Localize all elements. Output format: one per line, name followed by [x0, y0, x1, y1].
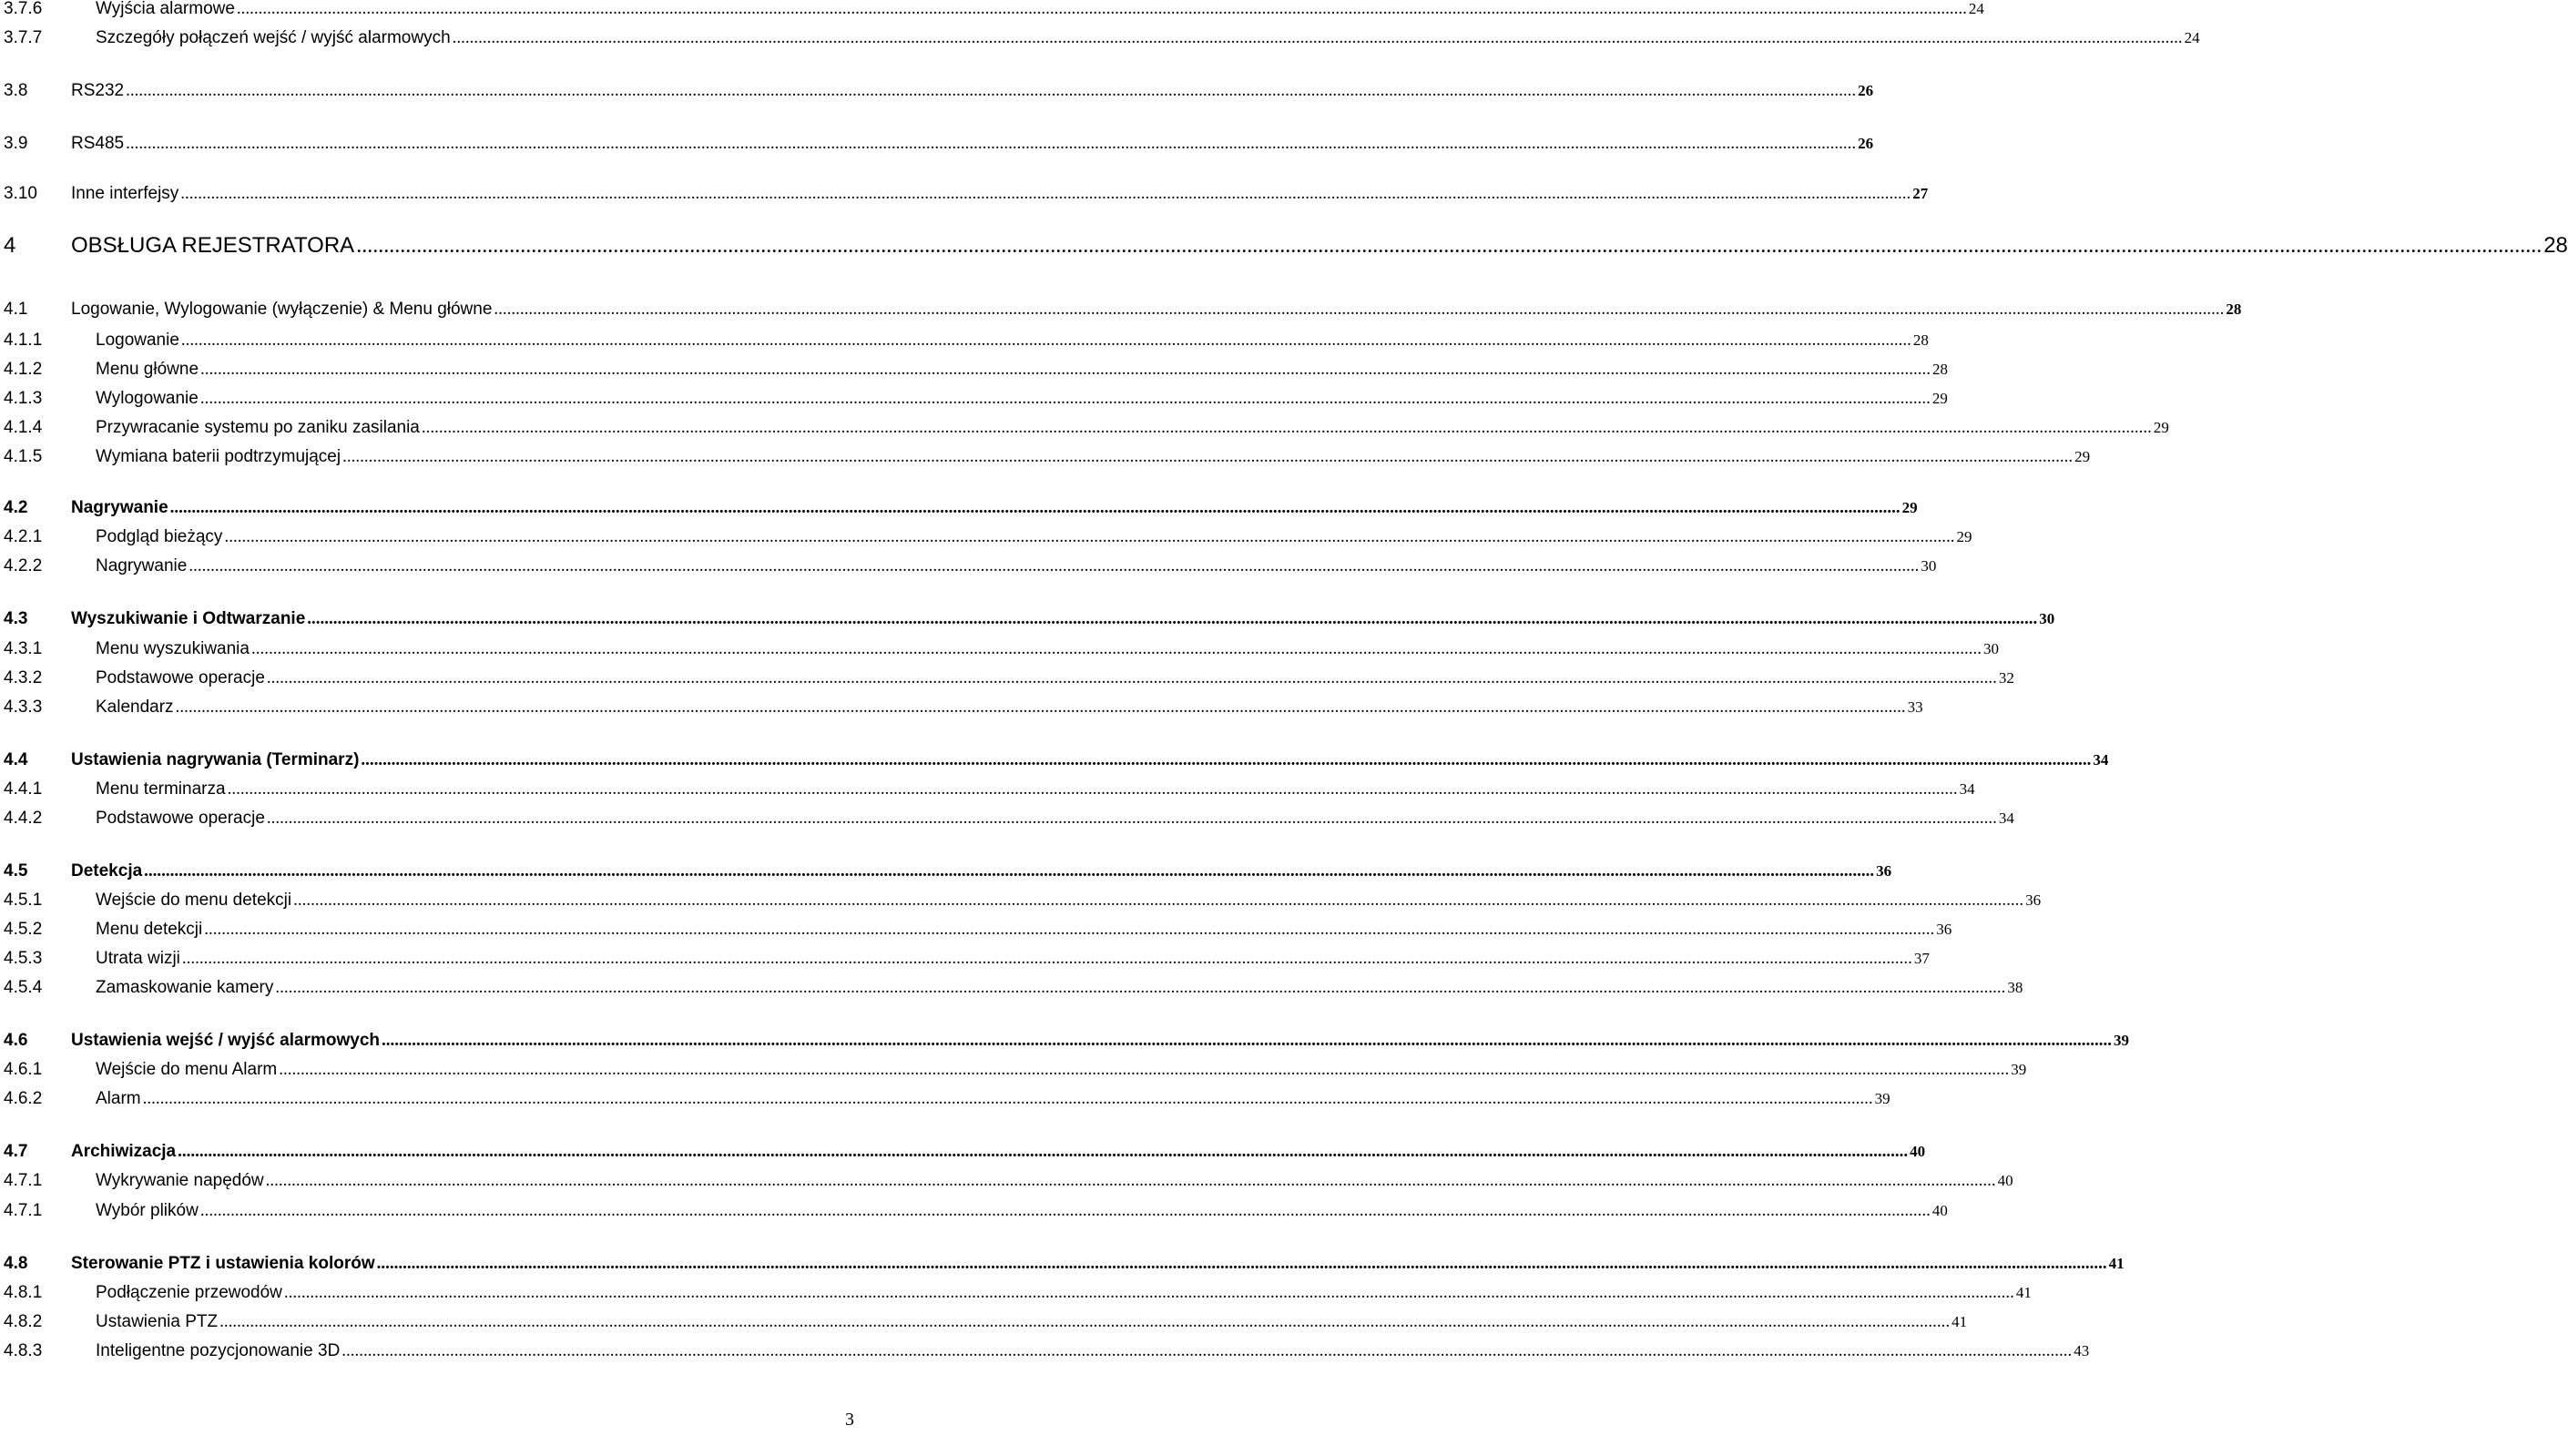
toc-entry-page: 34	[2093, 751, 2109, 769]
toc-entry-page: 41	[1951, 1313, 1968, 1330]
toc-entry-page: 39	[1874, 1090, 1890, 1107]
toc-entry-page: 40	[1997, 1172, 2013, 1189]
toc-entry-page: 30	[2039, 610, 2055, 627]
toc-entry-page: 33	[1907, 698, 1923, 716]
toc-entry-title: Menu detekcji	[96, 920, 203, 939]
toc-entry-title: OBSŁUGA REJESTRATORA	[71, 233, 355, 258]
toc-entry-title: Nagrywanie	[71, 498, 168, 517]
toc-entry-page: 40	[1910, 1143, 1926, 1160]
dot-leader: ................................................................................................................................................................................................................................................................................................................................................................................................................	[199, 389, 1931, 408]
toc-entry-number: 4	[4, 233, 16, 258]
dot-leader: ................................................................................................................................................................................................................................................................................................................................................................................................................	[494, 300, 2225, 319]
dot-leader: ................................................................................................................................................................................................................................................................................................................................................................................................................	[361, 750, 2092, 769]
toc-entry-title: Menu wyszukiwania	[96, 639, 250, 658]
dot-leader: ................................................................................................................................................................................................................................................................................................................................................................................................................	[126, 81, 1857, 100]
toc-entry-page: 28	[1912, 331, 1929, 349]
toc-entry-title: Detekcja	[71, 861, 143, 881]
toc-entry-number: 4.5	[4, 861, 28, 881]
toc-entry-page: 24	[2184, 29, 2200, 46]
dot-leader: ................................................................................................................................................................................................................................................................................................................................................................................................................	[250, 639, 1982, 658]
dot-leader: ................................................................................................................................................................................................................................................................................................................................................................................................................	[265, 1171, 1996, 1190]
toc-entry-number: 4.8.2	[4, 1312, 43, 1331]
toc-entry-number: 4.5.1	[4, 891, 43, 910]
toc-entry-number: 4.8.3	[4, 1341, 43, 1360]
toc-entry-number: 3.10	[4, 184, 37, 203]
dot-leader: ................................................................................................................................................................................................................................................................................................................................................................................................................	[199, 1201, 1931, 1220]
toc-entry-number: 4.3.3	[4, 697, 43, 717]
toc-entry-page: 29	[1931, 390, 1948, 407]
toc-entry-title: Wejście do menu Alarm	[96, 1060, 278, 1079]
toc-entry-number: 4.6	[4, 1031, 28, 1050]
toc-entry-title: Menu terminarza	[96, 779, 226, 799]
toc-entry-page: 26	[1858, 135, 1874, 152]
toc-entry-page: 36	[1936, 921, 1952, 938]
dot-leader: ................................................................................................................................................................................................................................................................................................................................................................................................................	[142, 1089, 1873, 1108]
toc-entry-page: 43	[2074, 1342, 2090, 1359]
toc-entry-title: Ustawienia wejść / wyjść alarmowych	[71, 1031, 380, 1050]
toc-entry-number: 4.5.2	[4, 920, 43, 939]
toc-entry-number: 4.1	[4, 300, 28, 319]
toc-entry-title: Zamaskowanie kamery	[96, 978, 274, 997]
dot-leader: ................................................................................................................................................................................................................................................................................................................................................................................................................	[219, 1312, 1951, 1331]
toc-entry-page: 29	[1956, 528, 1972, 545]
toc-entry-title: Logowanie, Wylogowanie (wyłączenie) & Menu główne	[71, 300, 493, 319]
toc-entry-page: 34	[1998, 809, 2014, 827]
toc-entry-number: 4.3.1	[4, 639, 43, 658]
toc-entry-page: 36	[1876, 862, 1892, 880]
dot-leader: ................................................................................................................................................................................................................................................................................................................................................................................................................	[307, 609, 2038, 628]
toc-entry-page: 29	[2074, 448, 2091, 465]
toc-entry-number: 3.7.6	[4, 0, 43, 18]
toc-entry-title: Logowanie	[96, 331, 179, 350]
toc-entry-number: 4.6.2	[4, 1089, 43, 1108]
toc-entry-page: 29	[1901, 499, 1918, 516]
toc-entry-title: Podstawowe operacje	[96, 809, 265, 828]
dot-leader: ................................................................................................................................................................................................................................................................................................................................................................................................................	[382, 1031, 2112, 1050]
toc-entry-page: 36	[2025, 891, 2042, 909]
dot-leader: ................................................................................................................................................................................................................................................................................................................................................................................................................	[200, 360, 1931, 379]
dot-leader: ................................................................................................................................................................................................................................................................................................................................................................................................................	[283, 1283, 2014, 1302]
toc-entry-page: 40	[1931, 1202, 1948, 1219]
toc-entry-title: Ustawienia nagrywania (Terminarz)	[71, 750, 360, 769]
toc-entry-page: 39	[2011, 1061, 2027, 1078]
toc-entry-title: Nagrywanie	[96, 556, 188, 575]
toc-entry-title: Podstawowe operacje	[96, 668, 265, 687]
toc-entry-title: Podgląd bieżący	[96, 527, 223, 546]
dot-leader: ................................................................................................................................................................................................................................................................................................................................................................................................................	[175, 697, 1906, 717]
dot-leader: ................................................................................................................................................................................................................................................................................................................................................................................................................	[293, 891, 2024, 910]
toc-entry-title: Archiwizacja	[71, 1142, 177, 1161]
toc-entry-title: Wybór plików	[96, 1201, 199, 1220]
toc-entry-page: 29	[2153, 419, 2169, 436]
dot-leader: ................................................................................................................................................................................................................................................................................................................................................................................................................	[181, 949, 1912, 968]
dot-leader: ................................................................................................................................................................................................................................................................................................................................................................................................................	[342, 447, 2074, 466]
toc-entry-title: Utrata wizji	[96, 949, 180, 968]
dot-leader: ................................................................................................................................................................................................................................................................................................................................................................................................................	[178, 1142, 1909, 1161]
toc-entry-title: Wymiana baterii podtrzymującej	[96, 447, 341, 466]
toc-entry-number: 3.8	[4, 81, 28, 100]
toc-entry-page: 37	[1913, 950, 1930, 967]
toc-entry-page: 30	[1982, 640, 1999, 657]
toc-entry-title: Alarm	[96, 1089, 141, 1108]
toc-entry-title: Szczegóły połączeń wejść / wyjść alarmowych	[96, 28, 451, 47]
toc-entry-page: 28	[2226, 300, 2242, 318]
toc-entry-title: Kalendarz	[96, 697, 174, 717]
toc-entry-number: 4.1.2	[4, 360, 43, 379]
toc-entry-page: 30	[1921, 557, 1937, 575]
dot-leader: ................................................................................................................................................................................................................................................................................................................................................................................................................	[236, 0, 1967, 18]
toc-entry-number: 4.2	[4, 498, 28, 517]
toc-entry-page: 24	[1968, 0, 1984, 17]
dot-leader: ................................................................................................................................................................................................................................................................................................................................................................................................................	[189, 556, 1920, 575]
page-number: 3	[845, 1410, 854, 1430]
toc-entry-page: 28	[1932, 361, 1949, 378]
toc-entry-number: 4.2.1	[4, 527, 43, 546]
dot-leader: ................................................................................................................................................................................................................................................................................................................................................................................................................	[126, 134, 1857, 153]
toc-entry-title: Przywracanie systemu po zaniku zasilania	[96, 418, 420, 437]
toc-entry-number: 4.3.2	[4, 668, 43, 687]
toc-entry-number: 4.1.3	[4, 389, 43, 408]
dot-leader: ................................................................................................................................................................................................................................................................................................................................................................................................................	[227, 779, 1958, 799]
toc-entry-number: 3.9	[4, 134, 28, 153]
toc-entry-title: Podłączenie przewodów	[96, 1283, 282, 1302]
toc-entry-number: 4.4	[4, 750, 28, 769]
toc-entry-number: 4.5.3	[4, 949, 43, 968]
toc-entry-page: 28	[2543, 233, 2568, 258]
dot-leader: ................................................................................................................................................................................................................................................................................................................................................................................................................	[266, 668, 1997, 687]
toc-entry-title: RS232	[71, 81, 125, 100]
dot-leader: ................................................................................................................................................................................................................................................................................................................................................................................................................	[421, 418, 2152, 437]
toc-entry-page: 34	[1959, 780, 1975, 798]
toc-entry-number: 3.7.7	[4, 28, 43, 47]
toc-entry-title: Inteligentne pozycjonowanie 3D	[96, 1341, 341, 1360]
toc-entry-title: Wykrywanie napędów	[96, 1171, 264, 1190]
toc-entry-title: Sterowanie PTZ i ustawienia kolorów	[71, 1254, 375, 1273]
toc-entry-page: 41	[2015, 1284, 2032, 1301]
dot-leader: ................................................................................................................................................................................................................................................................................................................................................................................................................	[180, 184, 1911, 203]
dot-leader: ................................................................................................................................................................................................................................................................................................................................................................................................................	[169, 498, 1901, 517]
toc-entry-title: Menu główne	[96, 360, 199, 379]
toc-entry-number: 4.7.1	[4, 1201, 43, 1220]
toc-entry-number: 4.1.5	[4, 447, 43, 466]
toc-entry-page: 32	[1998, 669, 2014, 687]
toc-entry-title: Inne interfejsy	[71, 184, 179, 203]
toc-entry-page: 26	[1858, 82, 1874, 99]
toc-entry-page: 41	[2108, 1255, 2125, 1272]
dot-leader: ................................................................................................................................................................................................................................................................................................................................................................................................................	[204, 920, 1935, 939]
toc-entry-number: 4.6.1	[4, 1060, 43, 1079]
toc-entry-page: 27	[1912, 185, 1929, 202]
dot-leader: ................................................................................................................................................................................................................................................................................................................................................................................................................	[452, 28, 2183, 47]
dot-leader: ................................................................................................................................................................................................................................................................................................................................................................................................................	[376, 1254, 2107, 1273]
toc-entry-number: 4.8.1	[4, 1283, 43, 1302]
toc-entry-number: 4.3	[4, 609, 28, 628]
toc-entry-number: 4.7	[4, 1142, 28, 1161]
toc-entry-number: 4.2.2	[4, 556, 43, 575]
toc-entry-number: 4.1.4	[4, 418, 43, 437]
dot-leader: ................................................................................................................................................................................................................................................................................................................................................................................................................	[341, 1341, 2073, 1360]
toc-entry-number: 4.8	[4, 1254, 28, 1273]
dot-leader: ................................................................................................................................................................................................................................................................................................................................................................................................................	[180, 331, 1911, 350]
dot-leader: ................................................................................................................................................................................................................................................................................................................................................................................................................	[356, 234, 2543, 258]
toc-entry-title: Wyjścia alarmowe	[96, 0, 235, 18]
dot-leader: ................................................................................................................................................................................................................................................................................................................................................................................................................	[144, 861, 1875, 881]
toc-entry-number: 4.4.1	[4, 779, 43, 799]
toc-entry-title: Wylogowanie	[96, 389, 199, 408]
dot-leader: ................................................................................................................................................................................................................................................................................................................................................................................................................	[275, 978, 2006, 997]
toc-entry-title: Wejście do menu detekcji	[96, 891, 292, 910]
dot-leader: ................................................................................................................................................................................................................................................................................................................................................................................................................	[224, 527, 1955, 546]
toc-entry-number: 4.1.1	[4, 331, 43, 350]
toc-entry-number: 4.7.1	[4, 1171, 43, 1190]
toc-entry-page: 39	[2114, 1032, 2129, 1049]
toc-entry-title: Ustawienia PTZ	[96, 1312, 219, 1331]
dot-leader: ................................................................................................................................................................................................................................................................................................................................................................................................................	[279, 1060, 2010, 1079]
toc-entry-title: Wyszukiwanie i Odtwarzanie	[71, 609, 306, 628]
dot-leader: ................................................................................................................................................................................................................................................................................................................................................................................................................	[266, 809, 1997, 828]
toc-entry-page: 38	[2007, 979, 2023, 996]
toc-entry-number: 4.4.2	[4, 809, 43, 828]
toc-entry-title: RS485	[71, 134, 125, 153]
toc-entry-number: 4.5.4	[4, 978, 43, 997]
